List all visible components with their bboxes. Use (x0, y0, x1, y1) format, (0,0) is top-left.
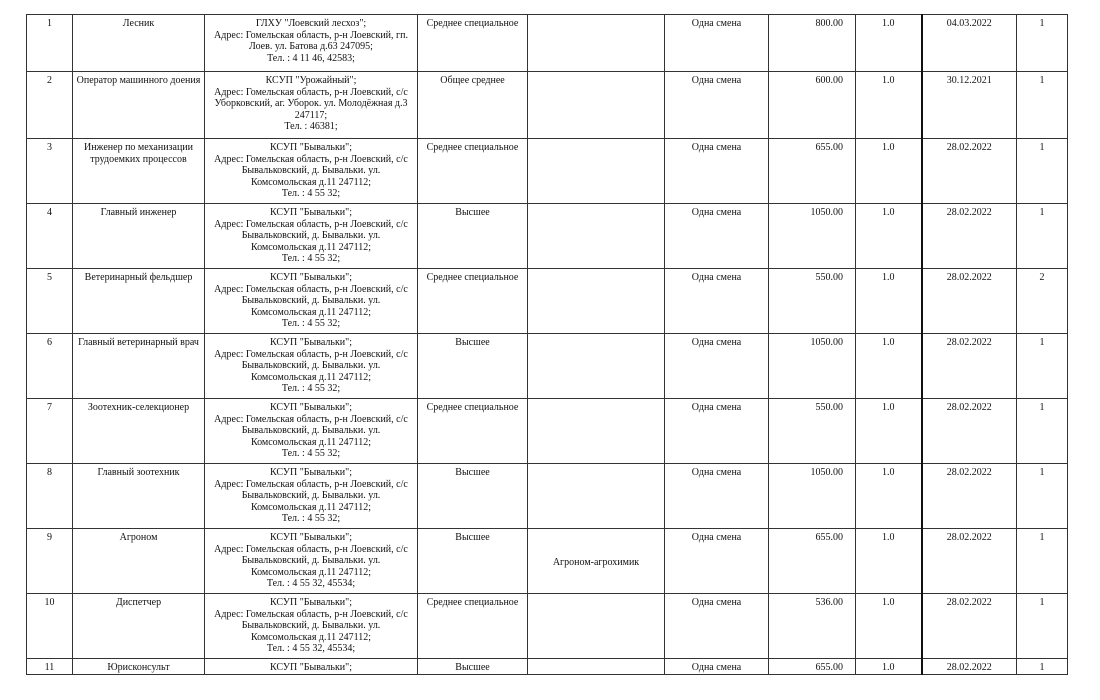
shift-cell: Одна смена (665, 529, 769, 594)
date-cell: 28.02.2022 (922, 529, 1017, 594)
organization-line: КСУП "Бывальки"; (269, 272, 353, 283)
position-cell: Оператор машинного доения (73, 72, 205, 139)
organization-line: Адрес: Гомельская область, р-н Лоевский, с/с (214, 283, 408, 295)
salary-cell: 655.00 (769, 659, 856, 675)
organization-line: Бывальковский, д. Бывальки. ул. (241, 490, 381, 502)
count-cell: 1 (1017, 15, 1068, 72)
row-number-cell: 9 (27, 529, 73, 594)
organization-cell (205, 204, 418, 269)
row-number-cell: 7 (27, 399, 73, 464)
row-number-cell: 8 (27, 464, 73, 529)
organization-line: Адрес: Гомельская область, р-н Лоевский, с/с (214, 218, 408, 230)
organization-cell (205, 659, 418, 675)
date-cell: 04.03.2022 (922, 15, 1017, 72)
table-row (27, 204, 1068, 269)
organization-cell (205, 594, 418, 659)
organization-line: Комсомольская д.11 247112; (250, 501, 372, 513)
rate-cell: 1.0 (856, 399, 922, 464)
organization-cell (205, 529, 418, 594)
qualification-cell (528, 659, 665, 675)
organization-cell (205, 139, 418, 204)
organization-line: Бывальковский, д. Бывальки. ул. (241, 555, 381, 567)
education-cell: Среднее специальное (418, 594, 528, 659)
salary-cell: 550.00 (769, 399, 856, 464)
shift-cell: Одна смена (665, 269, 769, 334)
organization-line: Комсомольская д.11 247112; (250, 241, 372, 253)
organization-line: КСУП "Бывальки"; (269, 337, 353, 348)
shift-cell: Одна смена (665, 594, 769, 659)
qualification-cell (528, 399, 665, 464)
organization-line: Комсомольская д.11 247112; (250, 371, 372, 383)
organization-line: Тел. : 4 55 32; (281, 253, 341, 265)
education-cell: Высшее (418, 464, 528, 529)
qualification-cell (528, 594, 665, 659)
position-cell: Юрисконсульт (73, 659, 205, 675)
rate-cell: 1.0 (856, 529, 922, 594)
date-cell: 28.02.2022 (922, 139, 1017, 204)
qualification-cell (528, 204, 665, 269)
organization-line: КСУП "Бывальки"; (269, 532, 353, 543)
education-cell: Высшее (418, 204, 528, 269)
row-number-cell: 4 (27, 204, 73, 269)
organization-line: КСУП "Бывальки"; (269, 207, 353, 218)
rate-cell: 1.0 (856, 204, 922, 269)
table-row (27, 269, 1068, 334)
row-number-cell: 1 (27, 15, 73, 72)
organization-cell (205, 269, 418, 334)
row-number-cell: 5 (27, 269, 73, 334)
organization-line: Тел. : 46381; (284, 121, 338, 133)
organization-line: Уборковский, аг. Уборок. ул. Молодёжная д.3 (214, 98, 408, 110)
date-cell: 28.02.2022 (922, 269, 1017, 334)
organization-line: КСУП "Бывальки"; (269, 467, 353, 478)
count-cell: 1 (1017, 399, 1068, 464)
salary-cell: 536.00 (769, 594, 856, 659)
date-cell: 28.02.2022 (922, 204, 1017, 269)
organization-line: Бывальковский, д. Бывальки. ул. (241, 360, 381, 372)
position-cell: Диспетчер (73, 594, 205, 659)
count-cell: 1 (1017, 72, 1068, 139)
table-row (27, 659, 1068, 675)
education-cell: Высшее (418, 659, 528, 675)
shift-cell: Одна смена (665, 334, 769, 399)
rate-cell: 1.0 (856, 334, 922, 399)
position-cell: Агроном (73, 529, 205, 594)
shift-cell: Одна смена (665, 464, 769, 529)
education-cell: Среднее специальное (418, 139, 528, 204)
rate-cell: 1.0 (856, 659, 922, 675)
organization-line: Тел. : 4 55 32; (281, 448, 341, 460)
organization-line: ГЛХУ "Лоевский лесхоз"; (255, 18, 367, 29)
organization-line: 247117; (294, 109, 328, 121)
count-cell: 1 (1017, 334, 1068, 399)
organization-line: Адрес: Гомельская область, р-н Лоевский, с/с (214, 543, 408, 555)
shift-cell: Одна смена (665, 399, 769, 464)
table-row (27, 334, 1068, 399)
organization-line: Тел. : 4 55 32, 45534; (266, 643, 356, 655)
qualification-cell: Агроном-агрохимик (528, 529, 665, 594)
organization-line: Комсомольская д.11 247112; (250, 566, 372, 578)
shift-cell: Одна смена (665, 659, 769, 675)
table-row (27, 15, 1068, 72)
table-row (27, 139, 1068, 204)
organization-line: КСУП "Урожайный"; (265, 75, 357, 86)
organization-line: Бывальковский, д. Бывальки. ул. (241, 165, 381, 177)
organization-line: Бывальковский, д. Бывальки. ул. (241, 620, 381, 632)
organization-line: Бывальковский, д. Бывальки. ул. (241, 230, 381, 242)
position-cell: Главный ветеринарный врач (73, 334, 205, 399)
organization-line: Комсомольская д.11 247112; (250, 436, 372, 448)
row-number-cell: 10 (27, 594, 73, 659)
position-cell: Зоотехник-селекционер (73, 399, 205, 464)
organization-line: Бывальковский, д. Бывальки. ул. (241, 425, 381, 437)
organization-line: Адрес: Гомельская область, р-н Лоевский, с/с (214, 86, 408, 98)
count-cell: 2 (1017, 269, 1068, 334)
qualification-cell (528, 15, 665, 72)
education-cell: Высшее (418, 334, 528, 399)
organization-cell (205, 72, 418, 139)
rate-cell: 1.0 (856, 594, 922, 659)
organization-cell (205, 464, 418, 529)
row-number-cell: 6 (27, 334, 73, 399)
organization-line: Тел. : 4 55 32; (281, 513, 341, 525)
vacancy-table (26, 14, 1068, 675)
organization-line: Адрес: Гомельская область, р-н Лоевский, с/с (214, 348, 408, 360)
qualification-cell (528, 139, 665, 204)
table-row (27, 594, 1068, 659)
position-cell: Ветеринарный фельдшер (73, 269, 205, 334)
date-cell: 30.12.2021 (922, 72, 1017, 139)
organization-line: Адрес: Гомельская область, р-н Лоевский, с/с (214, 153, 408, 165)
organization-line: Тел. : 4 55 32; (281, 188, 341, 200)
shift-cell: Одна смена (665, 204, 769, 269)
organization-line: КСУП "Бывальки"; (269, 402, 353, 413)
count-cell: 1 (1017, 204, 1068, 269)
education-cell: Среднее специальное (418, 15, 528, 72)
education-cell: Высшее (418, 529, 528, 594)
organization-line: Адрес: Гомельская область, р-н Лоевский, гп. (214, 29, 408, 41)
position-cell: Лесник (73, 15, 205, 72)
position-cell: Главный инженер (73, 204, 205, 269)
organization-line: Тел. : 4 55 32, 45534; (266, 578, 356, 590)
salary-cell: 1050.00 (769, 204, 856, 269)
organization-line: Адрес: Гомельская область, р-н Лоевский, с/с (214, 413, 408, 425)
row-number-cell: 2 (27, 72, 73, 139)
table-row (27, 399, 1068, 464)
rate-cell: 1.0 (856, 72, 922, 139)
qualification-cell (528, 464, 665, 529)
organization-line: Лоев. ул. Батова д.63 247095; (249, 41, 373, 53)
table-row (27, 529, 1068, 594)
salary-cell: 655.00 (769, 139, 856, 204)
count-cell: 1 (1017, 659, 1068, 675)
table-row (27, 464, 1068, 529)
qualification-cell (528, 334, 665, 399)
salary-cell: 655.00 (769, 529, 856, 594)
rate-cell: 1.0 (856, 269, 922, 334)
date-cell: 28.02.2022 (922, 399, 1017, 464)
rate-cell: 1.0 (856, 464, 922, 529)
organization-line: КСУП "Бывальки"; (269, 142, 353, 153)
organization-line: Тел. : 4 55 32; (281, 383, 341, 395)
shift-cell: Одна смена (665, 139, 769, 204)
row-number-cell: 11 (27, 659, 73, 675)
organization-cell (205, 399, 418, 464)
salary-cell: 1050.00 (769, 334, 856, 399)
organization-line: Комсомольская д.11 247112; (250, 176, 372, 188)
organization-line: Адрес: Гомельская область, р-н Лоевский, с/с (214, 478, 408, 490)
row-number-cell: 3 (27, 139, 73, 204)
organization-line: Адрес: Гомельская область, р-н Лоевский, с/с (214, 608, 408, 620)
salary-cell: 600.00 (769, 72, 856, 139)
count-cell: 1 (1017, 529, 1068, 594)
qualification-cell (528, 269, 665, 334)
salary-cell: 800.00 (769, 15, 856, 72)
date-cell: 28.02.2022 (922, 334, 1017, 399)
education-cell: Общее среднее (418, 72, 528, 139)
organization-line: Тел. : 4 55 32; (281, 318, 341, 330)
salary-cell: 550.00 (769, 269, 856, 334)
date-cell: 28.02.2022 (922, 464, 1017, 529)
salary-cell: 1050.00 (769, 464, 856, 529)
organization-cell (205, 334, 418, 399)
organization-line: Тел. : 4 11 46, 42583; (267, 52, 355, 64)
date-cell: 28.02.2022 (922, 594, 1017, 659)
organization-line: Комсомольская д.11 247112; (250, 631, 372, 643)
table-row (27, 72, 1068, 139)
count-cell: 1 (1017, 464, 1068, 529)
organization-line: КСУП "Бывальки"; (269, 597, 353, 608)
rate-cell: 1.0 (856, 15, 922, 72)
qualification-cell (528, 72, 665, 139)
organization-line: Бывальковский, д. Бывальки. ул. (241, 295, 381, 307)
organization-cell (205, 15, 418, 72)
shift-cell: Одна смена (665, 72, 769, 139)
date-cell: 28.02.2022 (922, 659, 1017, 675)
count-cell: 1 (1017, 139, 1068, 204)
position-cell: Главный зоотехник (73, 464, 205, 529)
count-cell: 1 (1017, 594, 1068, 659)
shift-cell: Одна смена (665, 15, 769, 72)
education-cell: Среднее специальное (418, 399, 528, 464)
position-cell: Инженер по механизации трудоемких процессов (73, 139, 205, 204)
organization-line: Комсомольская д.11 247112; (250, 306, 372, 318)
organization-line: КСУП "Бывальки"; (269, 662, 353, 673)
education-cell: Среднее специальное (418, 269, 528, 334)
rate-cell: 1.0 (856, 139, 922, 204)
